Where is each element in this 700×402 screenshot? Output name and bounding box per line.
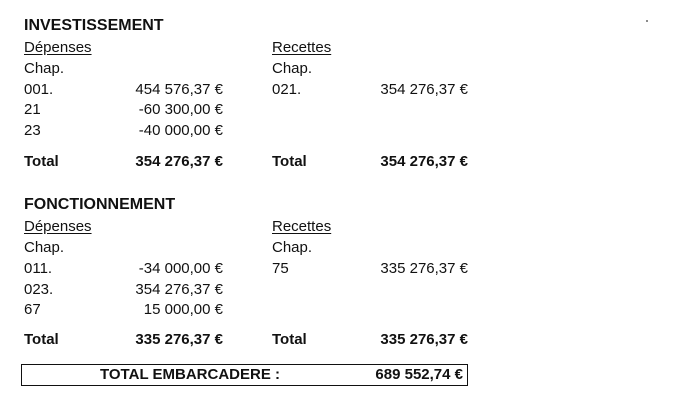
investissement-depenses-heading: Dépenses	[24, 39, 92, 56]
scan-speck	[646, 20, 648, 22]
investissement-depense-amount: 454 576,37 €	[135, 81, 223, 98]
fonctionnement-title: FONCTIONNEMENT	[24, 196, 176, 213]
fonctionnement-total-recettes-label: Total	[272, 331, 307, 348]
fonctionnement-depense-amount: -34 000,00 €	[138, 260, 223, 277]
grand-total-value: 689 552,74 €	[375, 366, 463, 383]
fonctionnement-total-depenses: 335 276,37 €	[135, 331, 223, 348]
investissement-depense-amount: -40 000,00 €	[138, 122, 223, 139]
investissement-depense-amount: -60 300,00 €	[138, 101, 223, 118]
investissement-recettes-chap-label: Chap.	[272, 60, 313, 77]
investissement-depense-chap: 21	[24, 101, 41, 118]
fonctionnement-recettes-chap-label: Chap.	[272, 239, 313, 256]
fonctionnement-recette-chap: 75	[272, 260, 289, 277]
fonctionnement-recettes-heading: Recettes	[272, 218, 332, 235]
fonctionnement-depenses-chap-label: Chap.	[24, 239, 65, 256]
investissement-depenses-chap-label: Chap.	[24, 60, 65, 77]
investissement-total-recettes: 354 276,37 €	[380, 153, 468, 170]
investissement-title: INVESTISSEMENT	[24, 17, 164, 34]
grand-total-label: TOTAL EMBARCADERE :	[100, 366, 280, 383]
fonctionnement-depense-chap: 023.	[24, 281, 54, 298]
investissement-depense-chap: 23	[24, 122, 41, 139]
investissement-recettes-heading: Recettes	[272, 39, 332, 56]
fonctionnement-total-depenses-label: Total	[24, 331, 59, 348]
investissement-total-depenses: 354 276,37 €	[135, 153, 223, 170]
investissement-total-depenses-label: Total	[24, 153, 59, 170]
fonctionnement-depense-amount: 15 000,00 €	[143, 301, 223, 318]
investissement-recette-amount: 354 276,37 €	[380, 81, 468, 98]
fonctionnement-depense-chap: 67	[24, 301, 41, 318]
fonctionnement-depense-amount: 354 276,37 €	[135, 281, 223, 298]
investissement-total-recettes-label: Total	[272, 153, 307, 170]
grand-total-box	[21, 364, 468, 386]
fonctionnement-depenses-heading: Dépenses	[24, 218, 92, 235]
investissement-recette-chap: 021.	[272, 81, 302, 98]
fonctionnement-total-recettes: 335 276,37 €	[380, 331, 468, 348]
fonctionnement-depense-chap: 011.	[24, 260, 53, 277]
investissement-depense-chap: 001.	[24, 81, 54, 98]
fonctionnement-recette-amount: 335 276,37 €	[380, 260, 468, 277]
